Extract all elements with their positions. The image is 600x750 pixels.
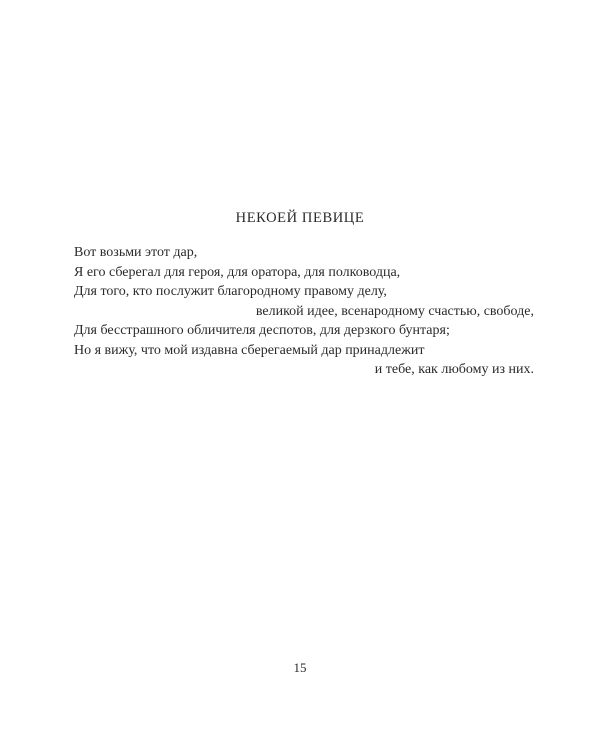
poem-line: Для того, кто послужит благородному правому делу, xyxy=(74,284,387,299)
poem-title: НЕКОЕЙ ПЕВИЦЕ xyxy=(235,210,365,226)
poem-line-continuation: великой идее, всенародному счастью, свободе, xyxy=(255,303,534,319)
poem-line: Для бесстрашного обличителя деспотов, для дерзкого бунтаря; xyxy=(74,323,450,338)
page-number: 15 xyxy=(293,660,307,675)
poem-line: Я его сберегал для героя, для оратора, для полководца, xyxy=(74,264,401,280)
poem-line: Вот возьми этот дар, xyxy=(74,245,198,260)
poem-line-continuation: и тебе, как любому из них. xyxy=(374,362,534,377)
poem-line: Но я вижу, что мой издавна сберегаемый дар принадлежит xyxy=(74,342,425,358)
poem-body xyxy=(74,243,534,380)
